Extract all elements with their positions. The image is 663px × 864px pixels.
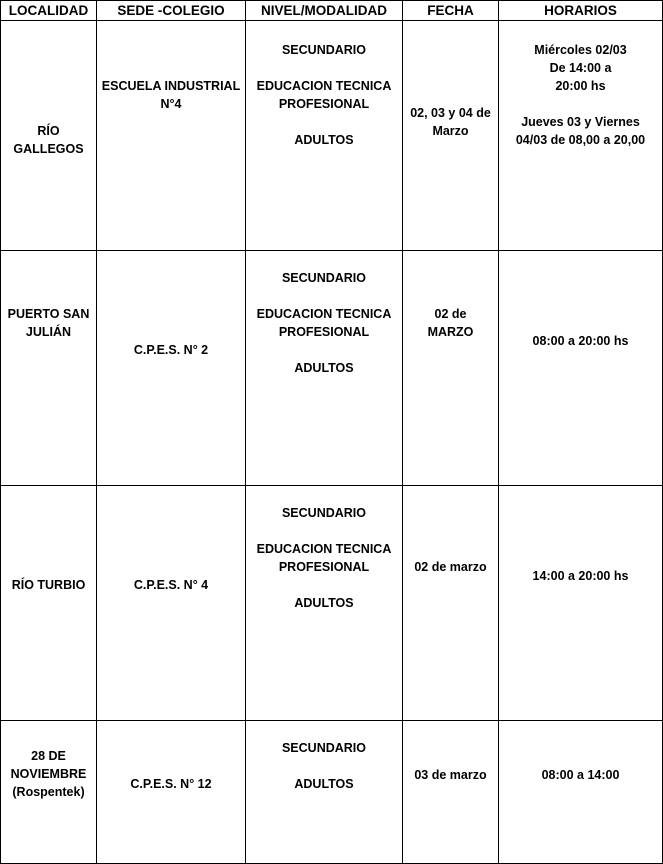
cell-sede <box>97 251 246 486</box>
horario-line: De 14:00 a <box>549 61 612 75</box>
cell-sede <box>97 21 246 251</box>
table-row <box>1 21 663 251</box>
localidad-line: GALLEGOS <box>13 141 84 156</box>
header-row <box>1 1 663 21</box>
sede-line: C.P.E.S. N° 4 <box>133 578 209 592</box>
horario-line: 20:00 hs <box>555 79 606 93</box>
cell-localidad <box>1 721 97 864</box>
cell-localidad <box>1 251 97 486</box>
localidad-line: JULIÁN <box>25 325 72 339</box>
nivel-adultos: ADULTOS <box>294 361 354 375</box>
localidad-line: 28 DE <box>31 749 66 763</box>
horario-line: Miércoles 02/03 <box>534 43 627 57</box>
nivel-adultos: ADULTOS <box>294 133 354 147</box>
localidad-line: NOVIEMBRE <box>10 767 87 781</box>
cell-fecha <box>403 721 499 864</box>
nivel-adultos: ADULTOS <box>294 777 354 791</box>
cell-horarios <box>499 21 663 251</box>
nivel-adultos: ADULTOS <box>294 596 354 610</box>
nivel-tecnica: PROFESIONAL <box>278 325 370 339</box>
sede-line: C.P.E.S. N° 12 <box>130 777 212 791</box>
cell-nivel <box>246 721 403 864</box>
cell-localidad <box>1 21 97 251</box>
cell-fecha <box>403 21 499 251</box>
nivel-secundario: SECUNDARIO <box>281 271 367 285</box>
fecha-line: 02 de marzo <box>414 560 487 574</box>
fecha-line: MARZO <box>427 325 474 339</box>
cell-localidad <box>1 486 97 721</box>
cell-sede <box>97 721 246 864</box>
sede-line: ESCUELA INDUSTRIAL <box>101 79 241 93</box>
fecha-line: Marzo <box>432 124 469 138</box>
header-horarios: HORARIOS <box>499 1 663 21</box>
fecha-line: 03 de marzo <box>414 768 487 782</box>
cell-nivel <box>246 486 403 721</box>
horario-line: 04/03 de 08,00 a 20,00 <box>515 133 646 147</box>
nivel-tecnica: EDUCACION TECNICA <box>256 307 392 321</box>
cell-horarios <box>499 486 663 721</box>
nivel-secundario: SECUNDARIO <box>281 741 367 755</box>
localidad-line: PUERTO SAN <box>7 307 90 321</box>
nivel-tecnica: EDUCACION TECNICA <box>256 79 392 93</box>
cell-horarios <box>499 721 663 864</box>
localidad-line: (Rospentek) <box>12 785 85 799</box>
cell-fecha <box>403 251 499 486</box>
header-nivel: NIVEL/MODALIDAD <box>246 1 403 21</box>
horario-line: 08:00 a 14:00 <box>541 768 620 782</box>
cell-nivel <box>246 21 403 251</box>
table-row <box>1 486 663 721</box>
header-localidad: LOCALIDAD <box>1 1 97 21</box>
sede-line: N°4 <box>160 97 182 111</box>
nivel-tecnica: PROFESIONAL <box>278 97 370 111</box>
cell-nivel <box>246 251 403 486</box>
localidad-line: RÍO <box>37 123 60 138</box>
horario-line: 08:00 a 20:00 hs <box>532 334 629 348</box>
cell-horarios <box>499 251 663 486</box>
sede-line: C.P.E.S. N° 2 <box>133 343 209 357</box>
horario-line: Jueves 03 y Viernes <box>521 115 640 129</box>
table-row <box>1 721 663 864</box>
header-fecha: FECHA <box>403 1 499 21</box>
cell-fecha <box>403 486 499 721</box>
nivel-secundario: SECUNDARIO <box>281 43 367 57</box>
cell-sede <box>97 486 246 721</box>
horario-line: 14:00 a 20:00 hs <box>532 569 629 583</box>
nivel-tecnica: EDUCACION TECNICA <box>256 542 392 556</box>
nivel-tecnica: PROFESIONAL <box>278 560 370 574</box>
localidad-line: RÍO TURBIO <box>11 578 86 592</box>
header-sede: SEDE -COLEGIO <box>97 1 246 21</box>
fecha-line: 02 de <box>434 307 467 321</box>
fecha-line: 02, 03 y 04 de <box>410 106 491 120</box>
nivel-secundario: SECUNDARIO <box>281 506 367 520</box>
table-row <box>1 251 663 486</box>
